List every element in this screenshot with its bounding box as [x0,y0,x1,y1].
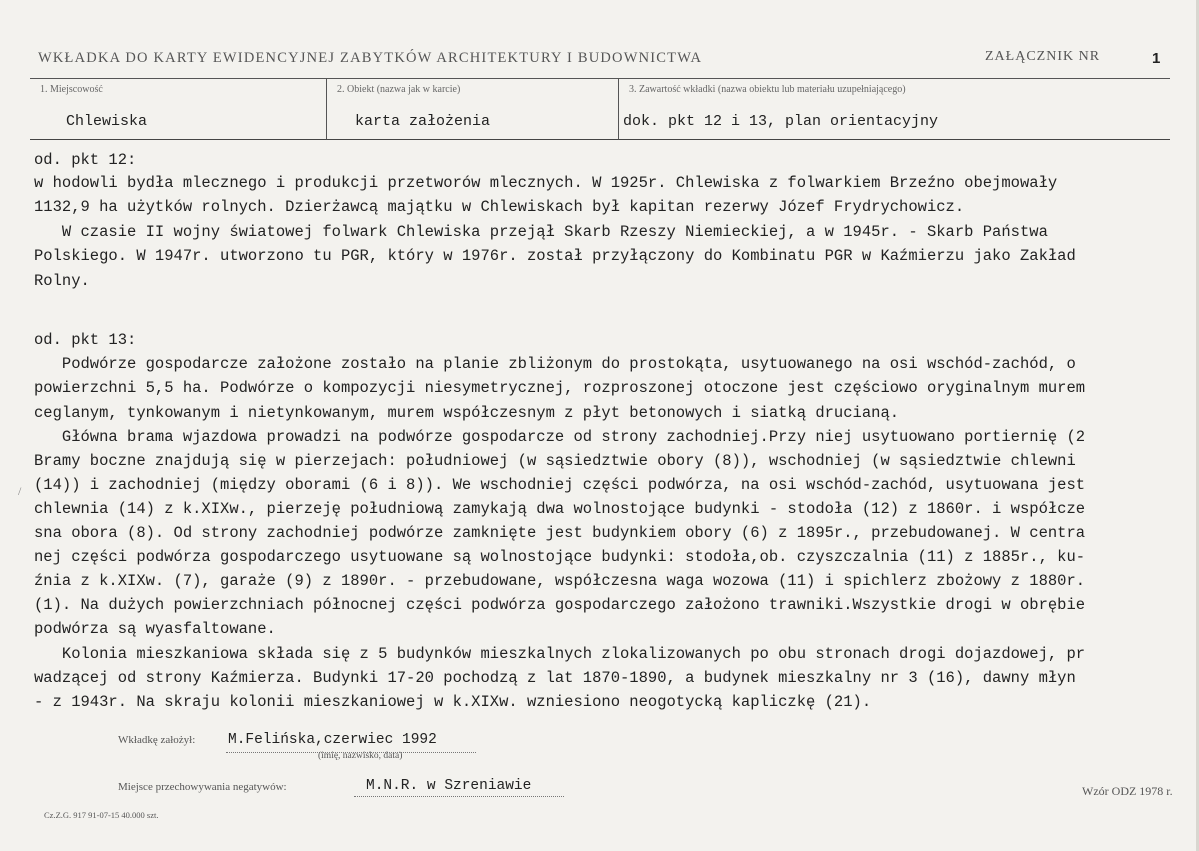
body-line: Rolny. [34,272,90,290]
form-id: Wzór ODZ 1978 r. [1082,784,1173,798]
field-locality [30,79,327,140]
body-line: od. pkt 13: [34,331,137,349]
body-line: w hodowli bydła mlecznego i produkcji przetworów mlecznych. W 1925r. Chlewiska z folwarkiem Brzeźno obejmowały [34,174,1058,192]
author-sublabel: (imię, nazwisko, data) [318,751,403,761]
body-line: W czasie II wojny światowej folwark Chlewiska przejął Skarb Rzeszy Niemieckiej, a w 1945r. - Skarb Państwa [34,223,1048,241]
body-line: - z 1943r. Na skraju kolonii mieszkaniowej w k.XIXw. wzniesiono neogotycką kapliczkę (21). [34,693,872,711]
body-line: Polskiego. W 1947r. utworzono tu PGR, który w 1976r. został przyłączony do Kombinatu PGR w Kaźmierzu jako Zakład [34,247,1076,265]
field-contents [619,79,1170,140]
storage-label: Miejsce przechowywania negatywów: [118,781,287,793]
body-line: Kolonia mieszkaniowa składa się z 5 budynków mieszkalnych zlokalizowanych po obu stronach drogi dojazdowej, pr [34,645,1086,663]
author-label: Wkładkę założył: [118,734,196,746]
annex-number: 1 [1152,50,1161,67]
body-line: sna obora (8). Od strony zachodniej podwórze zamknięte jest budynkiem obory (6) z 1895r., przebudowanej. W centra [34,524,1086,542]
field-object-label: 2. Obiekt (nazwa jak w karcie) [337,84,461,95]
body-line: (14)) i zachodniej (między oborami (6 i 8)). We wschodniej części podwórza, na osi wschód-zachód, usytuowana jest [34,476,1086,494]
storage-value: M.N.R. w Szreniawie [366,778,532,794]
storage-dotline [354,796,564,797]
print-code: Cz.Z.G. 917 91-07-15 40.000 szt. [44,810,159,820]
margin-tick: / [18,484,22,498]
body-line: od. pkt 12: [34,151,137,169]
body-line: Główna brama wjazdowa prowadzi na podwórze gospodarcze od strony zachodniej.Przy niej usytuowano portiernię (2 [34,428,1086,446]
field-locality-label: 1. Miejscowość [40,84,103,95]
field-object-value: karta założenia [355,113,491,130]
body-line: źnia z k.XIXw. (7), garaże (9) z 1890r. - przebudowane, współczesna waga wozowa (11) i spichlerz zbożowy z 1880r. [34,572,1086,590]
author-value: M.Felińska,czerwiec 1992 [228,732,437,748]
body-line: Podwórze gospodarcze założone zostało na planie zbliżonym do prostokąta, usytuowanego na osi wschód-zachód, o [34,355,1076,373]
body-line: wadzącej od strony Kaźmierza. Budynki 17-20 pochodzą z lat 1870-1890, a budynek mieszkalny nr 3 (16), dawny młyn [34,669,1076,687]
body-line: Bramy boczne znajdują się w pierzejach: południowej (w sąsiedztwie obory (8)), wschodniej (w sąsiedztwie chlewni [34,452,1076,470]
field-locality-value: Chlewiska [66,113,148,130]
field-contents-label: 3. Zawartość wkładki (nazwa obiektu lub materiału uzupełniającego) [629,84,906,95]
field-object [327,79,619,140]
body-line: podwórza są wyasfaltowane. [34,620,276,638]
body-line: nej części podwórza gospodarczego usytuowane są wolnostojące budynki: stodoła,ob. czyszczalnia (11) z 1885r., ku- [34,548,1086,566]
body-line: ceglanym, tynkowanym i nietynkowanym, murem współczesnym z płyt betonowych i siatką drucianą. [34,404,900,422]
body-line: (1). Na dużych powierzchniach północnej części podwórza gospodarczego założono trawniki.Wszystkie drogi w obrębie [34,596,1086,614]
form-title: WKŁADKA DO KARTY EWIDENCYJNEJ ZABYTKÓW ARCHITEKTURY I BUDOWNICTWA [38,50,703,66]
body-line: chlewnia (14) z k.XIXw., pierzeję południową zamykają dwa wolnostojące budynki - stodoła (12) z 1860r. i współcze [34,500,1086,518]
annex-label: ZAŁĄCZNIK NR [985,49,1101,64]
document-body [34,148,1199,738]
body-line: powierzchni 5,5 ha. Podwórze o kompozycji niesymetrycznej, rozproszonej otoczone jest częściowo oryginalnym murem [34,379,1086,397]
body-line: 1132,9 ha użytków rolnych. Dzierżawcą majątku w Chlewiskach był kapitan rezerwy Józef Frydrychowicz. [34,198,965,216]
field-contents-value: dok. pkt 12 i 13, plan orientacyjny [623,113,939,130]
